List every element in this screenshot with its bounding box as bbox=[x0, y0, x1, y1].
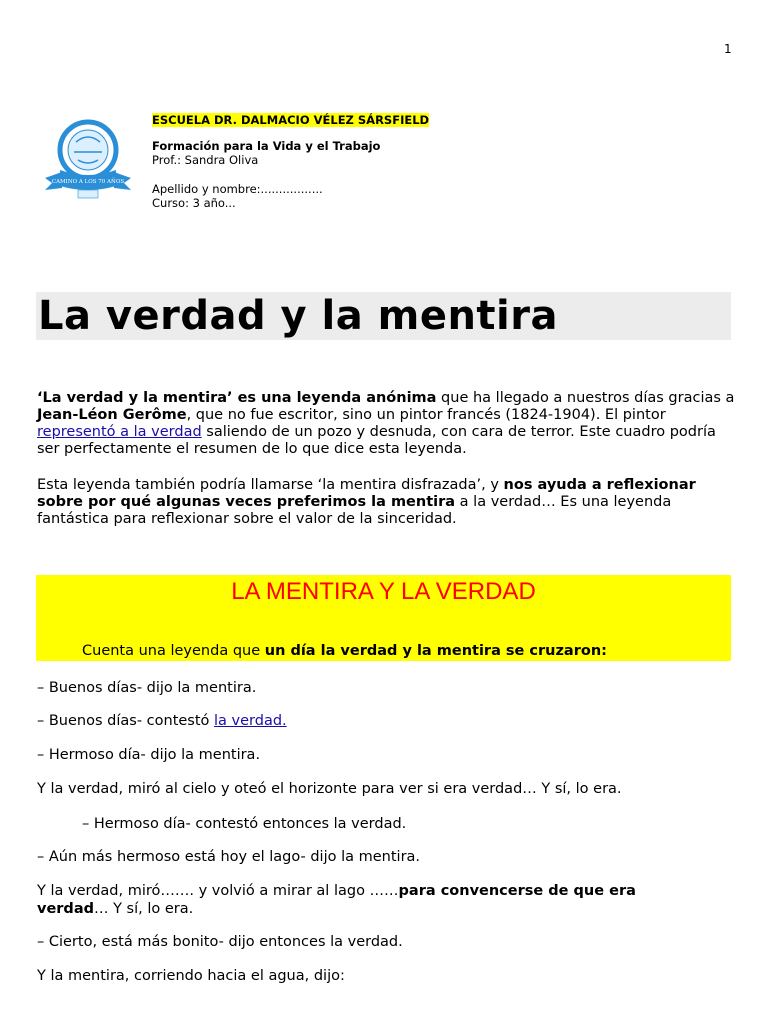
logo-text: CAMINO A LOS 70 AÑOS bbox=[51, 179, 125, 185]
school-name: ESCUELA DR. DALMACIO VÉLEZ SÁRSFIELD bbox=[152, 113, 430, 127]
school-logo bbox=[42, 116, 134, 202]
course-name: Formación para la Vida y el Trabajo bbox=[152, 139, 381, 153]
intro-paragraph-2: Esta leyenda también podría llamarse ‘la mentira disfrazada’, y nos ayuda a reflexionar sobre por qué algunas veces preferimos la mentira a la verdad… Es una leyenda fantástica para reflexionar sobre el valor de la sinceridad. bbox=[37, 477, 696, 527]
truth-link[interactable]: la verdad. bbox=[214, 713, 287, 729]
story-line: – Aún más hermoso está hoy el lago- dijo la mentira. bbox=[37, 849, 421, 865]
intro-paragraph-1: ‘La verdad y la mentira’ es una leyenda anónima que ha llegado a nuestros días gracias a Jean-Léon Gerôme, que no fue escritor, sino un pintor francés (1824-1904). El pintor representó a la verdad saliendo de un pozo y desnuda, con cara de terror. Este cuadro podría ser perfectamente el resumen de lo que dice esta leyenda. bbox=[37, 390, 735, 457]
page-number: 1 bbox=[724, 42, 732, 56]
student-name-field: Apellido y nombre:................. bbox=[152, 182, 323, 196]
grade-field: Curso: 3 año... bbox=[152, 196, 236, 210]
story-line: – Cierto, está más bonito- dijo entonces la verdad. bbox=[37, 934, 403, 950]
story-line: – Buenos días- dijo la mentira. bbox=[37, 680, 257, 696]
story-intro: Cuenta una leyenda que un día la verdad y la mentira se cruzaron: bbox=[82, 643, 607, 659]
story-line: Y la verdad, miró al cielo y oteó el horizonte para ver si era verdad… Y sí, lo era. bbox=[37, 781, 622, 797]
story-line: – Buenos días- contestó la verdad. bbox=[37, 713, 287, 729]
story-line: Y la mentira, corriendo hacia el agua, dijo: bbox=[37, 968, 345, 984]
story-line: – Hermoso día- dijo la mentira. bbox=[37, 747, 261, 763]
story-line: Y la verdad, miró……. y volvió a mirar al lago ……para convencerse de que era bbox=[37, 883, 636, 899]
teacher-name: Prof.: Sandra Oliva bbox=[152, 153, 259, 167]
painting-link[interactable]: representó a la verdad bbox=[37, 424, 202, 440]
school-header bbox=[152, 113, 429, 210]
story-title: LA MENTIRA Y LA VERDAD bbox=[231, 578, 536, 605]
story-line: verdad… Y sí, lo era. bbox=[37, 901, 194, 917]
story-line: – Hermoso día- contestó entonces la verdad. bbox=[82, 816, 407, 832]
page-title: La verdad y la mentira bbox=[38, 293, 558, 339]
